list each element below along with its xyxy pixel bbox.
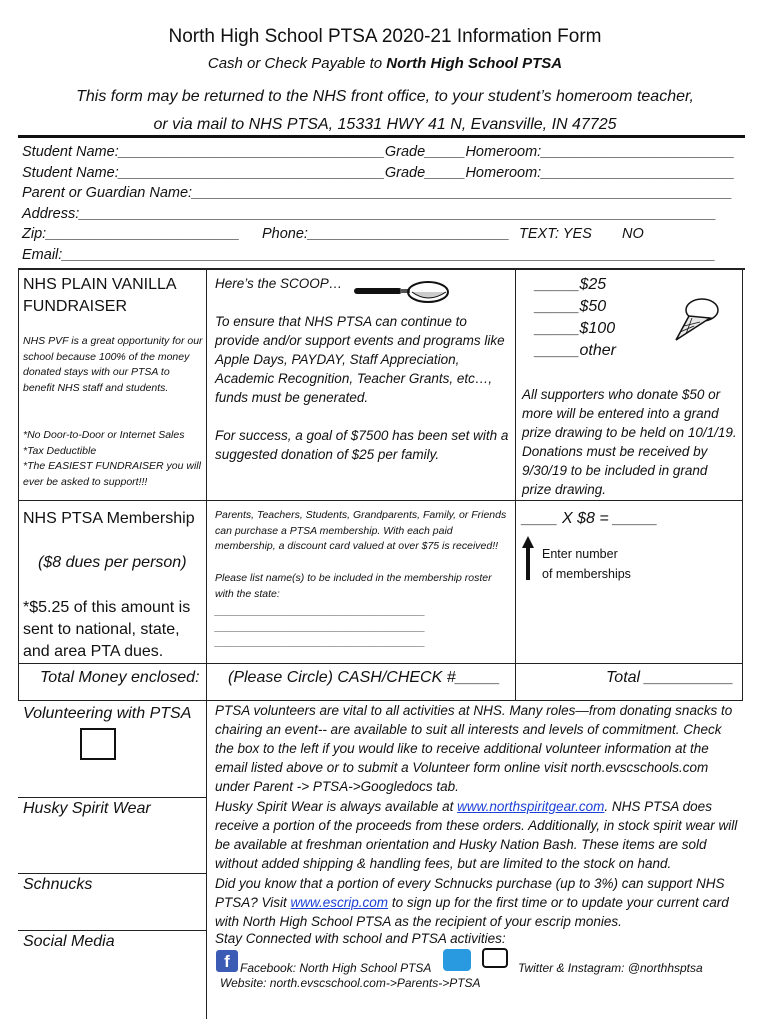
fundraiser-heading: NHS PLAIN VANILLA FUNDRAISER	[23, 276, 177, 315]
ice-cream-cone-icon	[672, 296, 722, 344]
twitter-instagram-text: Twitter & Instagram: @northhsptsa	[518, 961, 703, 975]
volunteer-heading: Volunteering with PTSA	[23, 705, 192, 722]
roster-line[interactable]: ____________________________________	[215, 620, 426, 633]
facebook-icon[interactable]: f	[216, 950, 238, 972]
arrow-up-icon	[520, 534, 536, 582]
volunteer-checkbox[interactable]	[80, 728, 116, 760]
fundraiser-notes: *No Door-to-Door or Internet Sales *Tax Deductible *The EASIEST FUNDRAISER you will ever be asked to support!!!	[23, 429, 201, 488]
roster-line[interactable]: ____________________________________	[215, 605, 426, 617]
social-stay-connected: Stay Connected with school and PTSA activities:	[215, 931, 506, 946]
enter-memberships-note: Enter number of memberships	[542, 547, 631, 581]
instagram-icon[interactable]	[482, 948, 508, 968]
prize-text: All supporters who donate $50 or more will be entered into a grand prize drawing to be held on 10/1/19. Donations must be received by 9/30/19 to be included in grand prize drawing.	[522, 387, 737, 497]
amount-other[interactable]: _____other	[535, 342, 616, 359]
membership-list-instructions: Please list name(s) to be included in the membership roster with the state:	[215, 572, 492, 600]
form-title: North High School PTSA 2020-21 Information Form	[168, 26, 602, 47]
zip-field[interactable]: Zip:________________________	[22, 226, 240, 242]
return-line-1: This form may be returned to the NHS front office, to your student’s homeroom teacher,	[76, 88, 694, 105]
social-media-heading: Social Media	[23, 933, 115, 950]
table-left-border	[18, 269, 19, 701]
northspiritgear-link[interactable]: www.northspiritgear.com	[457, 799, 605, 814]
spirit-wear-text: Husky Spirit Wear is always available at www.northspiritgear.com. NHS PTSA does receive a portion of the proceeds from these orders. Additionally, in stock spirit wear will be available at freshman orientation and Husky Nation Bash. These items are sold without added shipping & handling fees, but are limited to the stock on hand.	[215, 799, 738, 871]
text-yes-option[interactable]: TEXT: YES	[519, 226, 592, 242]
schnucks-text: Did you know that a portion of every Schnucks purchase (up to 3%) can support NHS PTSA? Visit www.escrip.com to sign up for the first time or to update your current card with North High School PTSA as the recipient of your escrip monies.	[215, 876, 729, 929]
twitter-icon[interactable]	[443, 949, 471, 971]
payable-line: Cash or Check Payable to North High School PTSA	[207, 55, 563, 72]
donation-amounts[interactable]	[535, 274, 616, 362]
membership-heading: NHS PTSA Membership	[23, 510, 195, 527]
scoop-icon	[352, 278, 452, 306]
text-no-option[interactable]: NO	[622, 226, 644, 242]
membership-body: Parents, Teachers, Students, Grandparents, Family, or Friends can purchase a PTSA membership. With each paid membership, a discount card valued at over $75 is received!!	[215, 509, 507, 552]
col-divider-2	[515, 269, 516, 701]
roster-line[interactable]: ____________________________________	[215, 636, 426, 648]
escrip-link[interactable]: www.escrip.com	[290, 895, 389, 910]
volunteer-text: PTSA volunteers are vital to all activities at NHS. Many roles—from donating snacks to chairing an event-- are available to suit all interests and levels of commitment. Check the box to the left if you would like to receive additional volunteer information at the email listed above or to submit a Volunteer form online visit north.evscschools.com under Parent -> PTSA->Googledocs tab.	[215, 703, 733, 794]
amount-100[interactable]: _____$100	[535, 320, 616, 337]
membership-calc[interactable]: ____ X $8 = _____	[522, 510, 658, 527]
fundraiser-desc: NHS PVF is a great opportunity for our school because 100% of the money donated stays with our PTSA to benefit NHS staff and students.	[23, 335, 203, 394]
amount-25[interactable]: _____$25	[535, 276, 607, 293]
total-amount-field[interactable]: Total __________	[606, 669, 734, 686]
membership-national: *$5.25 of this amount is sent to national, state, and area PTA dues.	[23, 599, 191, 660]
total-money-label: Total Money enclosed:	[40, 669, 200, 686]
col-divider-lower	[206, 701, 207, 1019]
roster-lines[interactable]	[215, 604, 425, 651]
website-text: Website: north.evscschool.com->Parents->PTSA	[220, 976, 481, 990]
spirit-wear-heading: Husky Spirit Wear	[23, 800, 151, 817]
fundraiser-body-2: For success, a goal of $7500 has been set with a suggested donation of $25 per family.	[215, 428, 509, 462]
row-divider-2	[18, 663, 743, 664]
phone-field[interactable]: Phone:_________________________	[262, 226, 510, 242]
schnucks-heading: Schnucks	[23, 876, 93, 893]
student-name-1-field[interactable]: Student Name:_________________________________Grade_____Homeroom:________________________	[22, 144, 735, 160]
fundraiser-body-1: To ensure that NHS PTSA can continue to provide and/or support events and programs like Apple Days, PAYDAY, Staff Appreciation, Academic Recognition, Teacher Grants, etc…, funds must be generated.	[215, 314, 505, 405]
address-field[interactable]: Address:_______________________________________________________________________________	[22, 206, 717, 222]
table-right-border	[742, 269, 743, 701]
student-name-2-field[interactable]: Student Name:_________________________________Grade_____Homeroom:________________________	[22, 165, 735, 181]
row-divider-1	[18, 500, 743, 501]
facebook-text: Facebook: North High School PTSA	[240, 961, 432, 975]
header-rule	[18, 135, 745, 138]
table-top-border	[18, 268, 745, 270]
payable-name: North High School PTSA	[386, 55, 563, 72]
return-line-2: or via mail to NHS PTSA, 15331 HWY 41 N, Evansville, IN 47725	[153, 116, 617, 133]
membership-dues: ($8 dues per person)	[38, 554, 187, 571]
parent-name-field[interactable]: Parent or Guardian Name:___________________________________________________________________	[22, 185, 733, 201]
amount-50[interactable]: _____$50	[535, 298, 607, 315]
payment-method[interactable]: (Please Circle) CASH/CHECK #_____	[228, 669, 501, 686]
email-field[interactable]: Email:_________________________________________________________________________________	[22, 247, 716, 263]
scoop-heading: Here’s the SCOOP…	[215, 276, 343, 291]
